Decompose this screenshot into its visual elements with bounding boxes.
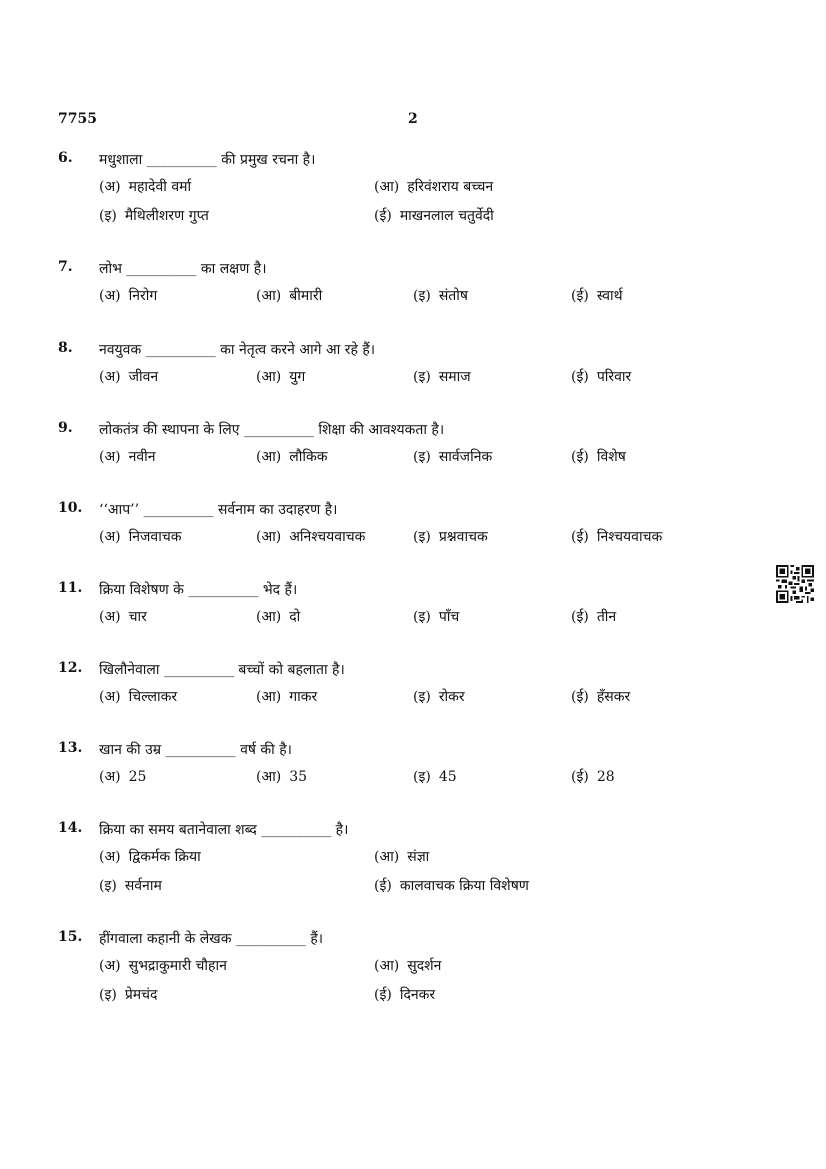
question-6 [0,150,826,230]
option-ii [571,367,631,386]
option-text: तीन [596,609,617,625]
question-text: हींगवाला कहानी के लेखक __________ हैं। [99,931,324,947]
option-ii [374,206,494,225]
option-text: नवीन [128,449,156,465]
question-10 [0,500,826,551]
option-text: अनिश्चयवाचक [289,529,366,545]
option-i [413,687,465,706]
option-text: माखनलाल चतुर्वेदी [399,208,494,224]
option-label: (इ) [413,529,431,545]
option-label: (इ) [413,689,431,705]
option-text: जीवन [128,369,159,385]
option-label: (अ) [99,529,121,545]
options-row [0,442,826,471]
question-7 [0,259,826,310]
option-text: 28 [596,769,615,785]
question-9 [0,420,826,471]
option-ii [374,876,529,895]
option-ii [571,286,623,305]
option-text: युग [289,369,306,385]
option-label: (ई) [571,529,589,545]
option-i [99,985,157,1004]
question-number: 12. [58,660,83,676]
question-number: 14. [58,820,83,836]
options-row [0,951,826,980]
option-text: चिल्लाकर [128,689,178,705]
option-i [413,367,471,386]
question-number: 10. [58,500,83,516]
option-i [99,206,209,225]
question-text: ‘‘आप’’ __________ सर्वनाम का उदाहरण है। [99,502,338,518]
question-number: 13. [58,740,83,756]
option-label: (इ) [413,449,431,465]
option-label: (अ) [99,179,121,195]
option-aa [374,177,493,196]
option-label: (आ) [256,609,282,625]
option-text: द्विकर्मक क्रिया [128,849,201,865]
option-i [413,527,488,546]
option-label: (इ) [99,878,117,894]
option-ii [571,687,630,706]
option-label: (अ) [99,769,121,785]
option-a [99,447,156,466]
option-label: (अ) [99,849,121,865]
question-number: 6. [58,150,73,166]
option-aa [256,527,365,546]
option-a [99,367,158,386]
option-text: दो [289,609,301,625]
option-label: (ई) [571,609,589,625]
option-text: दिनकर [399,987,436,1003]
option-text: हरिवंशराय बच्चन [407,179,494,195]
option-a [99,527,181,546]
option-i [413,286,468,305]
option-label: (आ) [256,769,282,785]
question-11 [0,580,826,631]
option-text: निजवाचक [128,529,182,545]
options-row [0,522,826,551]
option-text: सार्वजनिक [438,449,493,465]
option-text: सुभद्राकुमारी चौहान [128,958,227,974]
option-text: हँसकर [596,689,631,705]
option-label: (अ) [99,369,121,385]
option-a [99,177,191,196]
option-label: (ई) [571,288,589,304]
option-label: (ई) [571,769,589,785]
option-text: लौकिक [289,449,328,465]
option-label: (अ) [99,449,121,465]
option-text: परिवार [596,369,632,385]
option-aa [256,286,322,305]
option-ii [571,527,662,546]
question-number: 9. [58,420,73,436]
options-row [0,682,826,711]
options-row [0,871,826,900]
options-row [0,980,826,1009]
option-text: 45 [438,769,457,785]
option-label: (इ) [99,987,117,1003]
option-label: (इ) [413,769,431,785]
option-text: मैथिलीशरण गुप्त [124,208,209,224]
options-row [0,172,826,201]
question-12 [0,660,826,711]
question-number: 8. [58,340,73,356]
option-label: (ई) [571,689,589,705]
option-i [413,767,457,786]
option-ii [571,607,616,626]
options-row [0,602,826,631]
options-row [0,842,826,871]
option-text: गाकर [289,689,318,705]
option-text: प्रेमचंद [124,987,158,1003]
option-ii [571,767,615,786]
option-a [99,767,146,786]
option-text: 25 [128,769,147,785]
option-label: (आ) [374,849,400,865]
question-text: क्रिया का समय बतानेवाला शब्द __________ है। [99,822,349,838]
option-text: संतोष [438,288,468,304]
option-label: (ई) [571,369,589,385]
option-text: चार [128,609,147,625]
question-15 [0,929,826,1009]
question-text: खिलौनेवाला __________ बच्चों को बहलाता है। [99,662,345,678]
question-text: लोभ __________ का लक्षण है। [99,261,267,277]
option-aa [256,447,327,466]
paper-code: 7755 [58,111,97,127]
options-row [0,201,826,230]
option-label: (इ) [413,609,431,625]
option-text: स्वार्थ [596,288,623,304]
option-text: कालवाचक क्रिया विशेषण [399,878,529,894]
question-number: 11. [58,580,83,596]
option-a [99,286,157,305]
option-i [413,447,492,466]
option-label: (अ) [99,288,121,304]
option-text: निरोग [128,288,158,304]
question-text: मधुशाला __________ की प्रमुख रचना है। [99,152,316,168]
option-label: (ई) [374,987,392,1003]
option-aa [256,367,305,386]
option-label: (आ) [256,449,282,465]
options-row [0,281,826,310]
option-label: (इ) [413,288,431,304]
option-label: (आ) [256,288,282,304]
option-label: (आ) [374,179,400,195]
option-label: (अ) [99,689,121,705]
option-label: (अ) [99,958,121,974]
question-8 [0,340,826,391]
option-text: बीमारी [289,288,323,304]
options-row [0,762,826,791]
option-label: (ई) [571,449,589,465]
options-row [0,362,826,391]
option-aa [374,956,441,975]
option-label: (इ) [413,369,431,385]
question-13 [0,740,826,791]
option-text: निश्चयवाचक [596,529,663,545]
question-text: खान की उम्र __________ वर्ष की है। [99,742,292,758]
option-aa [374,847,429,866]
question-14 [0,820,826,900]
option-label: (इ) [99,208,117,224]
option-label: (ई) [374,878,392,894]
option-text: पाँच [438,609,460,625]
option-text: प्रश्नवाचक [438,529,488,545]
question-number: 15. [58,929,83,945]
page-number: 2 [408,111,418,127]
option-aa [256,607,300,626]
option-a [99,847,201,866]
option-text: महादेवी वर्मा [128,179,192,195]
option-label: (अ) [99,609,121,625]
option-label: (ई) [374,208,392,224]
option-ii [374,985,435,1004]
question-number: 7. [58,259,73,275]
option-text: रोकर [438,689,465,705]
option-a [99,956,227,975]
option-label: (आ) [256,369,282,385]
option-i [99,876,162,895]
option-aa [256,767,307,786]
question-text: नवयुवक __________ का नेतृत्व करने आगे आ रहे हैं। [99,342,376,358]
option-aa [256,687,317,706]
option-a [99,607,147,626]
option-text: सुदर्शन [407,958,442,974]
question-text: क्रिया विशेषण के __________ भेद हैं। [99,582,298,598]
option-label: (आ) [374,958,400,974]
option-ii [571,447,626,466]
option-a [99,687,177,706]
option-text: समाज [438,369,471,385]
question-text: लोकतंत्र की स्थापना के लिए __________ शिक्षा की आवश्यकता है। [99,422,445,438]
option-label: (आ) [256,689,282,705]
option-text: संज्ञा [407,849,430,865]
option-text: सर्वनाम [124,878,162,894]
option-text: 35 [289,769,308,785]
option-label: (आ) [256,529,282,545]
option-text: विशेष [596,449,626,465]
option-i [413,607,459,626]
